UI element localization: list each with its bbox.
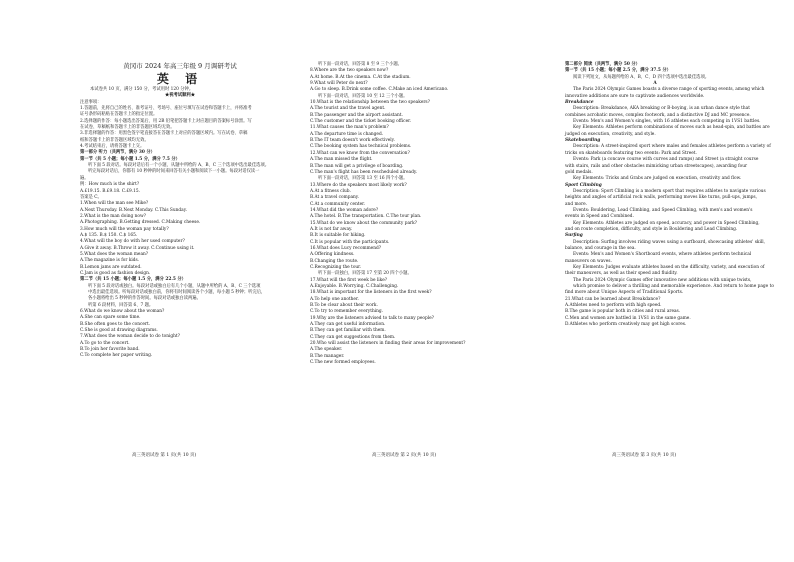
page2-line: A.Offering kindness. xyxy=(310,252,355,258)
page-1-footer: 高三英语试卷 第 1 页(共 10 页) xyxy=(132,453,197,458)
page1-line: 2.选择题的作答：每小题选出答案后，用 2B 铅笔把答题卡上对应题目的答案标号涂黑。写 xyxy=(80,118,252,124)
page3-line: innovative additions are sure to captivate audiences worldwide. xyxy=(565,93,705,99)
page3-line: Description: Surfing involves riding waves using a surfboard, showcasing athletes' skill, xyxy=(573,239,766,245)
page1-line: A.£19.15. B.£9.18. C.£9.15. xyxy=(80,188,140,194)
page3-line: Key Elements: Judges evaluate athletes based on the difficulty, variety, and execution of xyxy=(573,265,765,270)
page3-line: D.Athletes who perform creatively may get high scores. xyxy=(565,322,687,328)
page3-line: 第一节（共 15 小题；每小题 2.5 分，满分 37.5 分） xyxy=(565,68,671,74)
page2-line: A.It is not far away. xyxy=(310,226,353,232)
page3-line: maneuvers on waves. xyxy=(565,258,612,264)
page1-line: A.She can spare some time. xyxy=(80,315,141,321)
page1-line: 听下面 5 段对话。每段对话后有一个小题，从题中所给的 A、B、C 三个选项中选出最佳选项。 xyxy=(88,163,270,169)
page1-line: 听完每段对话后，你都有 10 秒钟的时间来回答有关小题和阅读下一小题。每段对话仅读一 xyxy=(88,169,260,175)
page2-line: 20.Who will assist the listeners in finding their areas for improvement? xyxy=(310,341,466,347)
page3-line: Events: Park (a concave course with curves and ramps) and Street (a straight course xyxy=(573,157,759,163)
page1-line: 各小题将给出 5 秒钟的作答时间。每段对话或独白读两遍。 xyxy=(88,296,201,302)
page1-line: 1.答题前，先将自己的姓名、准考证号、考场号、座位号填写在试卷和答题卡上，并将准考 xyxy=(80,106,252,112)
page3-line: Events: Men's and Women's singles, with 16 athletes each competing in 1VS1 battles. xyxy=(573,119,761,125)
page3-line: and on route completion, difficulty, and style in Bouldering and Lead Climbing. xyxy=(565,226,738,232)
page3-line: and more. xyxy=(565,201,588,207)
page1-line: 遍。 xyxy=(80,175,89,181)
page2-line: B.The passenger and the airport assistant. xyxy=(310,112,403,118)
page1-line: 在试卷、草稿纸和答题卡上的非答题区域均无效。 xyxy=(80,125,175,131)
page2-line: C.They can get suggestions from them. xyxy=(310,334,396,340)
page3-line: 21.What can be learned about Breakdance? xyxy=(565,296,661,302)
page2-line: A.The departure time is changed. xyxy=(310,131,384,137)
notice-line: 本试卷共 10 页，满分 150 分，考试用时 120 分钟。 xyxy=(90,87,194,92)
page3-line: tricks on skateboards featuring two events: Park and Street. xyxy=(565,150,697,156)
page3-line: Description: Sport Climbing is a modern sport that requires athletes to navigate various xyxy=(573,188,766,194)
page2-line: 15.What do we know about the community park? xyxy=(310,220,417,226)
page1-line: 6.What do we know about the woman? xyxy=(80,309,165,315)
page2-line: 听下面一段对话，回答第 13 至 16 四个小题。 xyxy=(318,176,408,182)
page1-line: 第二节（共 15 小题；每小题 1.5 分，满分 22.5 分） xyxy=(80,277,186,283)
page2-line: A.At home. B.At the cinema. C.At the stadium. xyxy=(310,74,411,80)
page1-line: 5.What does the woman mean? xyxy=(80,251,149,257)
page-1-column xyxy=(80,62,280,360)
page2-line: 11.What causes the man's problem? xyxy=(310,125,389,131)
page2-line: C.The booking system has technical problems. xyxy=(310,144,412,150)
page3-line: Description: A street-inspired sport where males and females athletes perform a variety of xyxy=(573,144,771,150)
page2-line: B.The man will get a privilege of boarding. xyxy=(310,163,404,169)
page2-line: 8.Where are the two speakers now? xyxy=(310,68,389,74)
page2-line: C.The man's flight has been rescheduled already. xyxy=(310,169,418,175)
page2-line: 13.Where do the speakers most likely work? xyxy=(310,182,407,188)
page2-line: B.To be clear about their work. xyxy=(310,303,378,309)
page3-line: Key Elements: Tricks and Grabs are judged on execution, creativity and flow. xyxy=(573,176,742,182)
page3-line: find more about Unique Aspects of Traditional Sports. xyxy=(565,290,684,296)
page2-line: 19.Why are the listeners advised to talk to many people? xyxy=(310,315,434,321)
page1-line: 第一节（共 5 小题；每小题 1.5 分，满分 7.5 分） xyxy=(80,156,180,162)
page1-line: B.Lemon jams are outdated. xyxy=(80,264,142,270)
page2-line: A.To help one another. xyxy=(310,296,359,302)
page1-line: 纸和答题卡上的非答题区域均无效。 xyxy=(80,137,149,143)
page2-line: A.The tourist and the travel agent. xyxy=(310,106,386,112)
page-2-lines xyxy=(310,62,530,367)
page2-line: B.It is suitable for hiking. xyxy=(310,233,366,239)
page1-line: C.Jam is good as fashion design. xyxy=(80,270,151,276)
page2-line: 9.What will Peter do next? xyxy=(310,81,368,87)
page1-line: A.Next Thursday. B.Next Monday. C.This Sunday. xyxy=(80,207,187,213)
page1-line: B.She often goes to the concert. xyxy=(80,321,151,327)
page-3-footer: 高三英语试卷 第 3 页(共 10 页) xyxy=(612,453,677,458)
page1-line: 7.What does the woman decide to do tonight? xyxy=(80,334,180,340)
page1-line: A.Photographing. B.Getting dressed. C.Making cheese. xyxy=(80,220,201,226)
subject-title: 英 语 xyxy=(156,72,204,86)
page1-line: 1.When will the man see Mike? xyxy=(80,201,149,207)
page2-line: 10.What is the relationship between the two speakers? xyxy=(310,100,430,106)
page2-line: 听下面一段对话，回答第 8 至 9 三个小题。 xyxy=(318,62,402,67)
page2-line: C.It is popular with the participants. xyxy=(310,239,390,245)
page2-line: B.Changing the route. xyxy=(310,258,359,264)
page1-line: 4.What will the boy do with her used computer? xyxy=(80,239,185,245)
page3-line: Breakdance xyxy=(565,100,594,106)
page3-line: 阅读下列短文，从每题所给的 A、B、C、D 四个选项中选出最佳选项。 xyxy=(573,74,710,80)
page3-line: Events: Bouldering, Lead Climbing, and Speed Climbing, with men's and women's xyxy=(573,207,753,213)
page3-line: events in Speed and Combined. xyxy=(565,214,634,220)
page1-line: 中选出最佳选项。听每段对话或独白前，你将有时间阅读各个小题，每小题 5 秒钟；听完后， xyxy=(88,290,266,295)
page1-line: A.Give it away. B.Throw it away. C.Continue using it. xyxy=(80,245,195,251)
page-3-lines xyxy=(565,62,774,328)
page3-line: gold medals. xyxy=(565,169,593,175)
page2-line: C.The customer and the ticket booking officer. xyxy=(310,119,412,125)
page-2-footer: 高三英语试卷 第 2 页(共 10 页) xyxy=(372,453,437,458)
page3-line: balance, and courage in the sea. xyxy=(565,245,636,251)
page3-line: combines acrobatic moves, complex footwork, and a distinctive DJ and MC presence. xyxy=(565,112,751,118)
page3-line: Surfing xyxy=(565,233,583,239)
page1-line: C.To complete her paper writing. xyxy=(80,353,153,359)
page1-line: B.To join her favorite band. xyxy=(80,347,140,353)
page1-line: 3.非选择题的作答：用黑色签字笔直接答在答题卡上对应的答题区域内。写在试卷、草稿 xyxy=(80,131,248,137)
page3-line: B.The game is popular both in cities and rural areas. xyxy=(565,309,681,315)
page1-line: A.$ 135. B.$ 150. C.$ 165. xyxy=(80,232,138,238)
page2-line: A.They can get useful information. xyxy=(310,322,386,328)
page2-line: B.The IT team doesn't work effectively. xyxy=(310,138,395,144)
page2-line: B.At a travel company. xyxy=(310,195,359,201)
page3-line: A.Athletes need to perform with high speed. xyxy=(565,303,662,309)
page2-line: A.At a fitness club. xyxy=(310,188,351,194)
page3-line: Key Elements: Athletes are judged on speed, accuracy, and power in Speed Climbing, xyxy=(573,220,760,226)
page3-line: A xyxy=(653,81,657,87)
page2-line: 听下面一段对话，回答第 10 至 12 三个小题。 xyxy=(318,93,408,99)
page2-line: A.The hotel. B.The transportation. C.The tour plan. xyxy=(310,214,422,220)
page1-line: 2.What is the man doing now? xyxy=(80,213,146,219)
page1-line: 听下面 5 段对话或独白。每段对话或独白后有几个小题，从题中所给的 A、B、C 三个选项 xyxy=(88,283,261,289)
exam-title: 黄冈市 2024 年高三年级 9 月调研考试 xyxy=(123,62,237,70)
page-3-column xyxy=(565,62,774,328)
page2-line: B.The manager. xyxy=(310,353,345,359)
good-luck-line: ★祝考试顺利★ xyxy=(164,93,196,99)
page3-line: heights and angles of artificial rock walls, performing moves like turns, pull-ups, jumps, xyxy=(565,195,757,201)
page3-line: judged on execution, creativity, and style. xyxy=(565,131,656,137)
page2-line: C.To try to remember everything. xyxy=(310,309,383,315)
page3-line: Events: Men's and Women's Shortboard events, where athletes perform technical xyxy=(573,252,752,258)
page1-line: 3.How much will the woman pay totally? xyxy=(80,226,169,232)
page3-line: C.Men and women are battled in 1VS1 in the same game. xyxy=(565,315,691,321)
page1-line: C.She is good at drawing diagrams. xyxy=(80,328,158,334)
page2-line: A.Enjoyable. B.Worrying. C.Challenging. xyxy=(310,284,399,290)
page2-line: 听下面一段独白，回答第 17 至第 20 四个小题。 xyxy=(318,271,412,277)
page2-line: C.Recognizing the tour. xyxy=(310,265,362,270)
page3-line: 第二部分 阅读（共两节，满分 50 分） xyxy=(565,62,640,67)
page2-line: C.The new formed employees. xyxy=(310,360,376,366)
page1-line: 4.考试结束后，请将答题卡上交。 xyxy=(80,144,145,150)
page1-line: 证号条形码粘贴在答题卡上的指定位置。 xyxy=(80,112,158,118)
page3-line: The Paris 2024 Olympic Games offer innovative new additions with unique twists, xyxy=(573,277,752,283)
page2-line: A.Go to sleep. B.Drink some coffee. C.Make an iced Americano. xyxy=(310,87,449,93)
page1-line: 第一部分 听力（共两节，满分 30 分） xyxy=(80,150,155,156)
page2-line: A.The speaker. xyxy=(310,347,343,353)
page1-line: 答案是 C。 xyxy=(80,194,102,200)
page1-line: 听第 6 段材料，回答第 6、7 题。 xyxy=(88,302,154,308)
page2-line: C.At a community center. xyxy=(310,201,366,207)
page2-line: 12.What can we know from the conversation? xyxy=(310,150,410,156)
page-2-column xyxy=(310,62,530,367)
page2-line: 16.What does Lucy recommend? xyxy=(310,245,382,251)
page3-line: which promise to deliver a thrilling and memorable experience. And return to home page to xyxy=(573,284,774,290)
page1-line: 注意事项： xyxy=(80,99,102,105)
page3-line: Key Elements: Athletes perform combinations of moves such as head-spin, and battles are xyxy=(573,125,770,131)
page2-line: A.The man missed the flight. xyxy=(310,157,373,163)
page2-line: 17.What will the first week be like? xyxy=(310,277,388,283)
page2-line: B.They can get familiar with them. xyxy=(310,328,386,334)
page1-line: A.To go to the concert. xyxy=(80,340,130,346)
page3-line: Sport Climbing xyxy=(565,182,602,188)
page3-line: Skateboarding xyxy=(565,138,601,144)
page2-line: 18.What is important for the listeners in the first week? xyxy=(310,290,432,296)
page1-line: A.The magazine is for kids. xyxy=(80,258,140,264)
page2-line: 14.What did the woman adore? xyxy=(310,207,379,213)
page1-line: 例：How much is the shirt? xyxy=(80,182,140,188)
page-1-lines xyxy=(80,100,280,360)
page3-line: The Paris 2024 Olympic Games boasts a diverse range of sporting events, among which xyxy=(573,87,765,93)
page3-line: Description: Breakdance, AKA breaking or B-boying, is an urban dance style that xyxy=(573,106,750,112)
page3-line: their maneuvers, as well as their speed and fluidity. xyxy=(565,271,678,277)
page3-line: with stairs, rails and other obstacles mimicking urban streetscapes), awarding four xyxy=(565,163,748,169)
